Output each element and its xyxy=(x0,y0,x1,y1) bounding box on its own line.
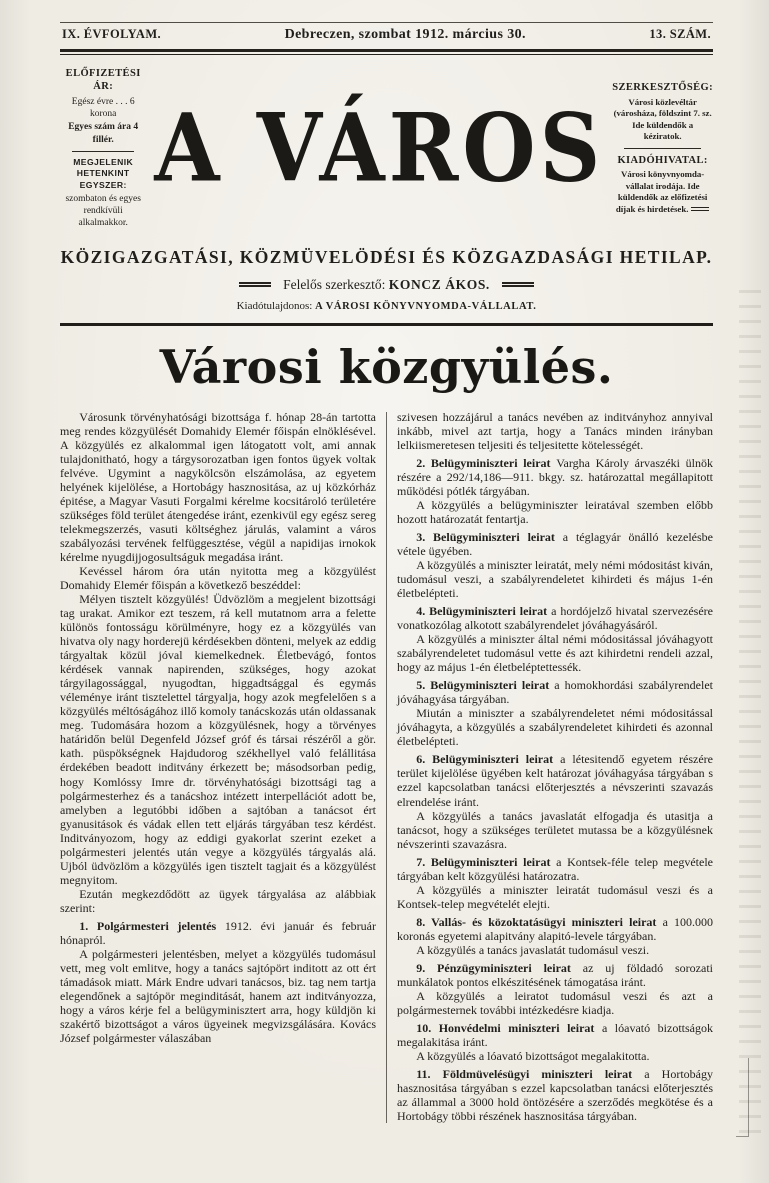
publisher-row xyxy=(60,300,713,312)
article-paragraph: A polgármesteri jelentésben, melyet a közgyülés tudomásul vett, meg volt emlitve, hogy a tanács sajtópört inditott az ott ért támadások miatt. Márk Endre udvari tanácsos, biz. tag nem tartja elegendőnek a sajtópör meginditását, hanem azt inditványozza, hogy a város kérje fel a belügyminisztert arra, hogy küldjön ki szakértő bizottságot a város ügyeinek megvizsgálására. Kovács József polgármester válaszában xyxy=(60,946,376,1046)
publisher-label: Kiadótulajdonos: xyxy=(236,299,313,312)
article-paragraph: Ezután megkezdődött az ügyek tárgyalása az alábbiak szerint: xyxy=(60,886,376,915)
paragraph-lead: 1. Polgármesteri jelentés xyxy=(79,918,225,933)
article-paragraph: A közgyülés a lóavató bizottságot megalakitotta. xyxy=(416,1049,650,1064)
article-paragraph: A közgyülés a miniszter leiratát tudomásul veszi és a Kontsek-telep megvételét elejti. xyxy=(397,882,713,911)
paragraph-lead: 3. Belügyminiszteri leirat xyxy=(416,529,563,544)
issue-info-bar xyxy=(60,23,713,49)
subscription-box xyxy=(60,65,146,231)
volume-label: IX. ÉVFOLYAM. xyxy=(62,27,162,41)
editor-line xyxy=(283,277,490,293)
editor-label: Felelős szerkesztő: xyxy=(283,276,386,292)
article-paragraph: 10. Honvédelmi miniszteri leirat a lóavató bizottságok megalakitása iránt. xyxy=(397,1020,713,1050)
section-rule xyxy=(60,323,713,326)
article-paragraph: 9. Pénzügyminiszteri leirat az uj földadó sorozati munkálatok pontos elkészitésének támogatása iránt. xyxy=(397,960,713,989)
rule-thick xyxy=(60,49,713,52)
editor-name: KONCZ ÁKOS. xyxy=(388,276,490,292)
article-column-left xyxy=(60,410,376,1124)
scan-bleed-artifact xyxy=(739,290,761,1133)
article-paragraph: Kevéssel három óra után nyitotta meg a közgyülést Domahidy Elemér főispán a következő beszéddel: xyxy=(60,564,376,593)
article-paragraph: Miután a miniszter a szabályrendeletet némi módositással jóváhagyta, a közgyülés a szabályrendeletet kihirdeti és azonnal életbelépteti. xyxy=(397,706,713,749)
scan-bracket-artifact xyxy=(736,1058,749,1137)
article-paragraph: 5. Belügyminiszteri leirat a homokhordási szabályrendelet jóváhagyása tárgyában. xyxy=(397,678,713,707)
editor-row xyxy=(60,277,713,293)
dateline: Debreczen, szombat 1912. március 30. xyxy=(284,27,526,42)
article-paragraph: 6. Belügyminiszteri leirat a létesitendő egyetem részére terület kijelölése ügyében kelt határozat jóváhagyása tárgyában s ezzel kapcsolatban tanácsi előterjesztés a névszerinti szavazás elrendelése iránt. xyxy=(397,752,713,809)
double-rule xyxy=(60,49,713,55)
editorial-office-heading: SZERKESZTŐSÉG: xyxy=(612,82,713,94)
article-paragraph: 7. Belügyminiszteri leirat a Kontsek-féle telep megvétele tárgyában kelt közgyülési határozatra. xyxy=(397,854,713,883)
article-paragraph: szivesen hozzájárul a tanács nevében az inditványhoz annyival inkább, mivel azt tartja, hogy a Tanács minden irányban lelkiismeretesen teljesiti és teljesitette kötelességét. xyxy=(397,409,713,452)
article-columns xyxy=(60,410,713,1124)
article-paragraph: A közgyülés a belügyminiszter leiratával szemben előbb hozott határozatát fentartja. xyxy=(397,497,713,526)
paragraph-lead: 7. Belügyminiszteri leirat xyxy=(416,854,557,869)
box-divider xyxy=(624,148,701,149)
article-paragraph: Mélyen tisztelt közgyülés! Üdvözlöm a megjelent bizottsági tag urakat. Amikor ezt teszem, rá kell mutatnom arra a felette különös fontosságu körülményre, hogy ez a közgyülés van hivatva oly nagy horderejü kérdésekben dönteni, melyek az eddig tárgyaltak közül jóval kiemelkednek. Életbevágó, fontos kérdések vannak napirenden, szükséges, hogy azokat tárgyilagossággal, nyugodtan, higgadtsággal és egymás véleménye iránt tisztelettel tárgyalja, hogy azok megfelelően s a közgyülés méltóságához illő komoly tanácskozás után oldassanak meg. Tudomására hozom a közgyülésnek, hogy a törvényes határidőn belül Degenfeld József gróf és társai részéről a gör. kath. püspökségnek Hajdudorog székhellyel való felállitása érdekében beadott inditvány érkezett be; másodsorban pedig, hogy Komlóssy Imre dr. törvényhatósági bizottsági tag a polgármesterhez és a tanácshoz intézett interpellációt adott be, amelyben a legutóbbi időben a sajtóban a tanácsot ért gyanusitások és vádak ellen tett eljárás tárgyában tesz kérdést. Inditványozom, hogy az eddigi gyakorlat szerint ezeket a polgármesteri jelentés után vegye a közgyülés tárgyalás alá. Ujból üdvözlöm a közgyülés igen tisztelt tagjait és a közgyülést megnyitom. xyxy=(60,592,376,887)
subscription-heading: ELŐFIZETÉSI ÁR: xyxy=(65,67,141,93)
article-paragraph: 4. Belügyminiszteri leirat a hordójelző hivatal szervezésére vonatkozólag alkotott szabályrendelet jóváhagyásáról. xyxy=(397,604,713,633)
publishing-office-heading: KIADÓHIVATAL: xyxy=(617,154,708,166)
newspaper-subtitle: KÖZIGAZGATÁSI, KÖZMÜVELÖDÉSI ÉS KÖZGAZDASÁGI HETILAP. xyxy=(60,246,713,267)
article-column-right xyxy=(397,410,713,1124)
editorial-office-box xyxy=(612,79,713,216)
masthead-header xyxy=(60,22,713,326)
article-paragraph: 8. Vallás- és közoktatásügyi miniszteri leirat a 100.000 koronás egyetemi alapitvány alapitó-levele tárgyában. xyxy=(397,914,714,943)
column-divider-rule xyxy=(386,412,387,1124)
editorial-office-text: Városi közlevéltár (városháza, földszint 7. sz. Ide küldendők a kéziratok. xyxy=(613,96,712,142)
article-paragraph: A közgyülés a tanács javaslatát elfogadja és utasitja a tanácsot, hogy a szükséges területet mutassa be a közgyülésnek névszerinti szavazásra. xyxy=(397,808,713,851)
article-paragraph: Városunk törvényhatósági bizottsága f. hónap 28-án tartotta meg rendes közgyülését Domahidy Elemér főispán elnöklésével. A közgyülés ez alkalommal igen látogatott volt, ami annak tulajdonitható, hogy a tárgysorozatban igen fontos ügyek voltak felvéve. Ugymint a nagykölcsön elszámolása, az egyetem helyének kijelölése, a Hortobágy hasznositása, az uj közkórház épitése, a Magyar Vasuti Forgalmi kérelme kocsitároló területére szükséges föld terület átengedése iránt, ezenkivül egy egész sereg telekmegszerzés, vasuti költséghez járulás, valamint a város szabályozási tervének felfüggesztése, végül a napidijas irnokok kérelme nyugdijjogosultságuk megadása iránt. xyxy=(60,409,376,565)
paragraph-lead: 4. Belügyminiszteri leirat xyxy=(416,604,552,619)
publisher-name: A VÁROSI KÖNYVNYOMDA-VÁLLALAT. xyxy=(315,300,537,312)
paragraph-lead: 8. Vallás- és közoktatásügyi miniszteri leirat xyxy=(416,914,663,929)
masthead xyxy=(60,65,713,231)
publishing-office-text xyxy=(612,169,713,215)
subscription-price-year: Egész évre . . . 6 korona xyxy=(71,96,135,120)
paragraph-lead: 6. Belügyminiszteri leirat xyxy=(416,752,561,767)
publication-frequency-text: szombaton és egyes rendkívüli alkalmakkor. xyxy=(65,193,141,229)
paragraph-lead: 2. Belügyminiszteri leirat xyxy=(416,455,557,470)
article-paragraph: A közgyülés a miniszter leiratát, mely némi módositást kiván, tudomásul veszi, a szabályrendeletet kihirdeti és május 1-én életbelépteti. xyxy=(397,558,713,601)
subscription-price-single: Egyes szám ára 4 fillér. xyxy=(68,122,139,145)
article-paragraph: A közgyülés a tanács javaslatát tudomásul veszi. xyxy=(416,942,650,957)
article-paragraph: A közgyülés a miniszter által némi módositással jóváhagyott szabályrendeletet tudomásul vette és azt kihirdetni rendeli azzal, hogy az május 1-én életbeléptettessék. xyxy=(397,632,713,675)
issue-number: 13. SZÁM. xyxy=(649,27,711,41)
paragraph-lead: 11. Földmüvelésügyi miniszteri leirat xyxy=(416,1067,645,1082)
box-divider xyxy=(72,151,134,152)
paragraph-lead: 9. Pénzügyminiszteri leirat xyxy=(416,960,583,975)
equals-ornament-left xyxy=(239,282,271,287)
article-headline: Városi közgyülés. xyxy=(159,339,614,394)
article xyxy=(60,340,713,1124)
publishing-office-text-content: Városi könyvnyomda-vállalat irodája. Ide küldendők az előfizetési díjak és hirdetések. xyxy=(615,169,708,214)
paragraph-lead: 10. Honvédelmi miniszteri leirat xyxy=(416,1020,602,1035)
article-paragraph: A közgyülés a leiratot tudomásul veszi és azt a polgármesternek további intézkedésre kiadja. xyxy=(397,988,713,1017)
paragraph-lead: 5. Belügyminiszteri leirat xyxy=(416,678,555,693)
article-paragraph: 3. Belügyminiszteri leirat a téglagyár önálló kezelésbe vétele ügyében. xyxy=(397,529,713,558)
top-hairline-rule xyxy=(60,22,713,23)
article-paragraph: 1. Polgármesteri jelentés 1912. évi január és február hónapról. xyxy=(60,918,376,947)
newspaper-title: A VÁROS xyxy=(154,91,605,203)
article-paragraph: 2. Belügyminiszteri leirat Vargha Károly árvaszéki ülnök részére a 292/14,186—911. bkgy. sz. határozattal megállapitott működési pótlék tárgyában. xyxy=(397,455,713,498)
equals-ornament-right xyxy=(502,282,534,287)
article-paragraph: 11. Földmüvelésügyi miniszteri leirat a Hortobágy hasznositása tárgyában s ezzel kapcsolatban tanácsi előterjesztés az állammal a 3000 hold öntözésére a szerződés megkötése és a Hortobágy többi részének hasznositása tárgyában. xyxy=(397,1067,713,1124)
publication-frequency-heading: MEGJELENIK HETENKINT EGYSZER: xyxy=(73,157,134,190)
rule-thin xyxy=(60,54,713,55)
equals-ornament xyxy=(691,207,709,211)
